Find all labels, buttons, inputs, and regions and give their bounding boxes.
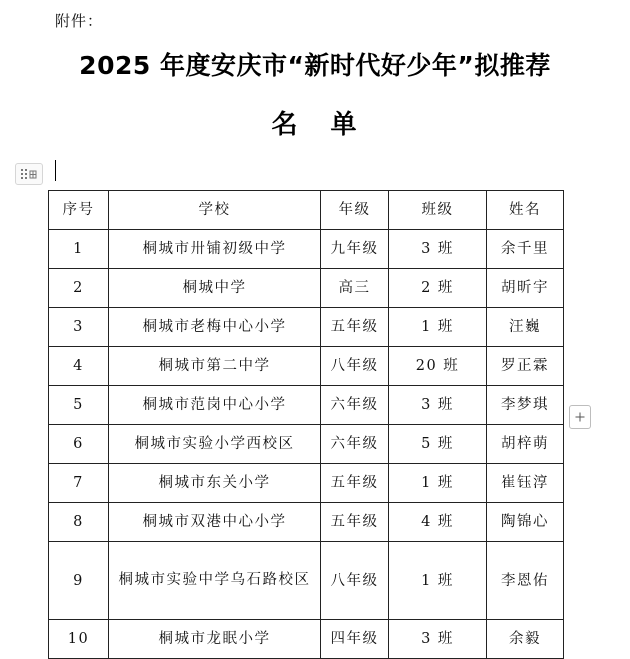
cell-name[interactable]: 胡昕宇 [487,269,564,308]
table-header-row [49,191,564,230]
cell-grade[interactable]: 六年级 [321,386,389,425]
cell-index[interactable]: 9 [49,542,109,620]
table-row [49,308,564,347]
cell-index[interactable]: 8 [49,503,109,542]
cell-school[interactable]: 桐城市实验中学乌石路校区 [109,542,321,620]
cell-school[interactable]: 桐城市双港中心小学 [109,503,321,542]
cell-grade[interactable]: 五年级 [321,464,389,503]
document-title: 2025 年度安庆市“新时代好少年”拟推荐 [79,51,551,80]
cell-school[interactable]: 桐城市老梅中心小学 [109,308,321,347]
header-name: 姓名 [487,191,564,230]
cell-grade[interactable]: 五年级 [321,308,389,347]
table-row [49,269,564,308]
cell-index[interactable]: 5 [49,386,109,425]
cell-name[interactable]: 罗正霖 [487,347,564,386]
plus-icon [575,412,585,422]
table-row [49,425,564,464]
cell-school[interactable]: 桐城中学 [109,269,321,308]
table-row [49,347,564,386]
table-row [49,542,564,620]
header-grade: 年级 [321,191,389,230]
cell-name[interactable]: 余千里 [487,230,564,269]
cell-name[interactable]: 余毅 [487,620,564,659]
header-class: 班级 [389,191,487,230]
cell-school[interactable]: 桐城市第二中学 [109,347,321,386]
table-row [49,620,564,659]
cell-class[interactable]: 20 班 [389,347,487,386]
cell-class[interactable]: 3 班 [389,230,487,269]
cell-school[interactable]: 桐城市东关小学 [109,464,321,503]
table-row [49,503,564,542]
cell-grade[interactable]: 四年级 [321,620,389,659]
cell-school[interactable]: 桐城市实验小学西校区 [109,425,321,464]
header-index: 序号 [49,191,109,230]
add-column-button[interactable] [569,405,591,429]
cell-name[interactable]: 李梦琪 [487,386,564,425]
cell-index[interactable]: 10 [49,620,109,659]
cell-grade[interactable]: 六年级 [321,425,389,464]
cell-index[interactable]: 7 [49,464,109,503]
cell-name[interactable]: 汪巍 [487,308,564,347]
cell-school[interactable]: 桐城市卅铺初级中学 [109,230,321,269]
drag-grid-icon [20,168,38,180]
cell-index[interactable]: 3 [49,308,109,347]
cell-class[interactable]: 5 班 [389,425,487,464]
header-school: 学校 [109,191,321,230]
cell-class[interactable]: 1 班 [389,308,487,347]
cell-grade[interactable]: 高三 [321,269,389,308]
table-row [49,464,564,503]
nominee-table [48,190,564,659]
cell-index[interactable]: 4 [49,347,109,386]
cell-index[interactable]: 2 [49,269,109,308]
cell-name[interactable]: 陶锦心 [487,503,564,542]
cell-index[interactable]: 1 [49,230,109,269]
text-cursor [55,160,56,181]
cell-grade[interactable]: 八年级 [321,542,389,620]
cell-class[interactable]: 1 班 [389,464,487,503]
cell-class[interactable]: 3 班 [389,620,487,659]
cell-school[interactable]: 桐城市龙眠小学 [109,620,321,659]
cell-grade[interactable]: 五年级 [321,503,389,542]
cell-class[interactable]: 3 班 [389,386,487,425]
attachment-label: 附件： [55,12,104,30]
cell-class[interactable]: 4 班 [389,503,487,542]
table-row [49,386,564,425]
cell-index[interactable]: 6 [49,425,109,464]
cell-grade[interactable]: 九年级 [321,230,389,269]
cell-name[interactable]: 崔钰淳 [487,464,564,503]
cell-name[interactable]: 胡梓萌 [487,425,564,464]
document-subtitle: 名 单 [271,110,369,140]
table-row [49,230,564,269]
cell-school[interactable]: 桐城市范岗中心小学 [109,386,321,425]
table-drag-handle[interactable] [15,163,43,185]
cell-class[interactable]: 1 班 [389,542,487,620]
cell-grade[interactable]: 八年级 [321,347,389,386]
cell-name[interactable]: 李恩佑 [487,542,564,620]
cell-class[interactable]: 2 班 [389,269,487,308]
